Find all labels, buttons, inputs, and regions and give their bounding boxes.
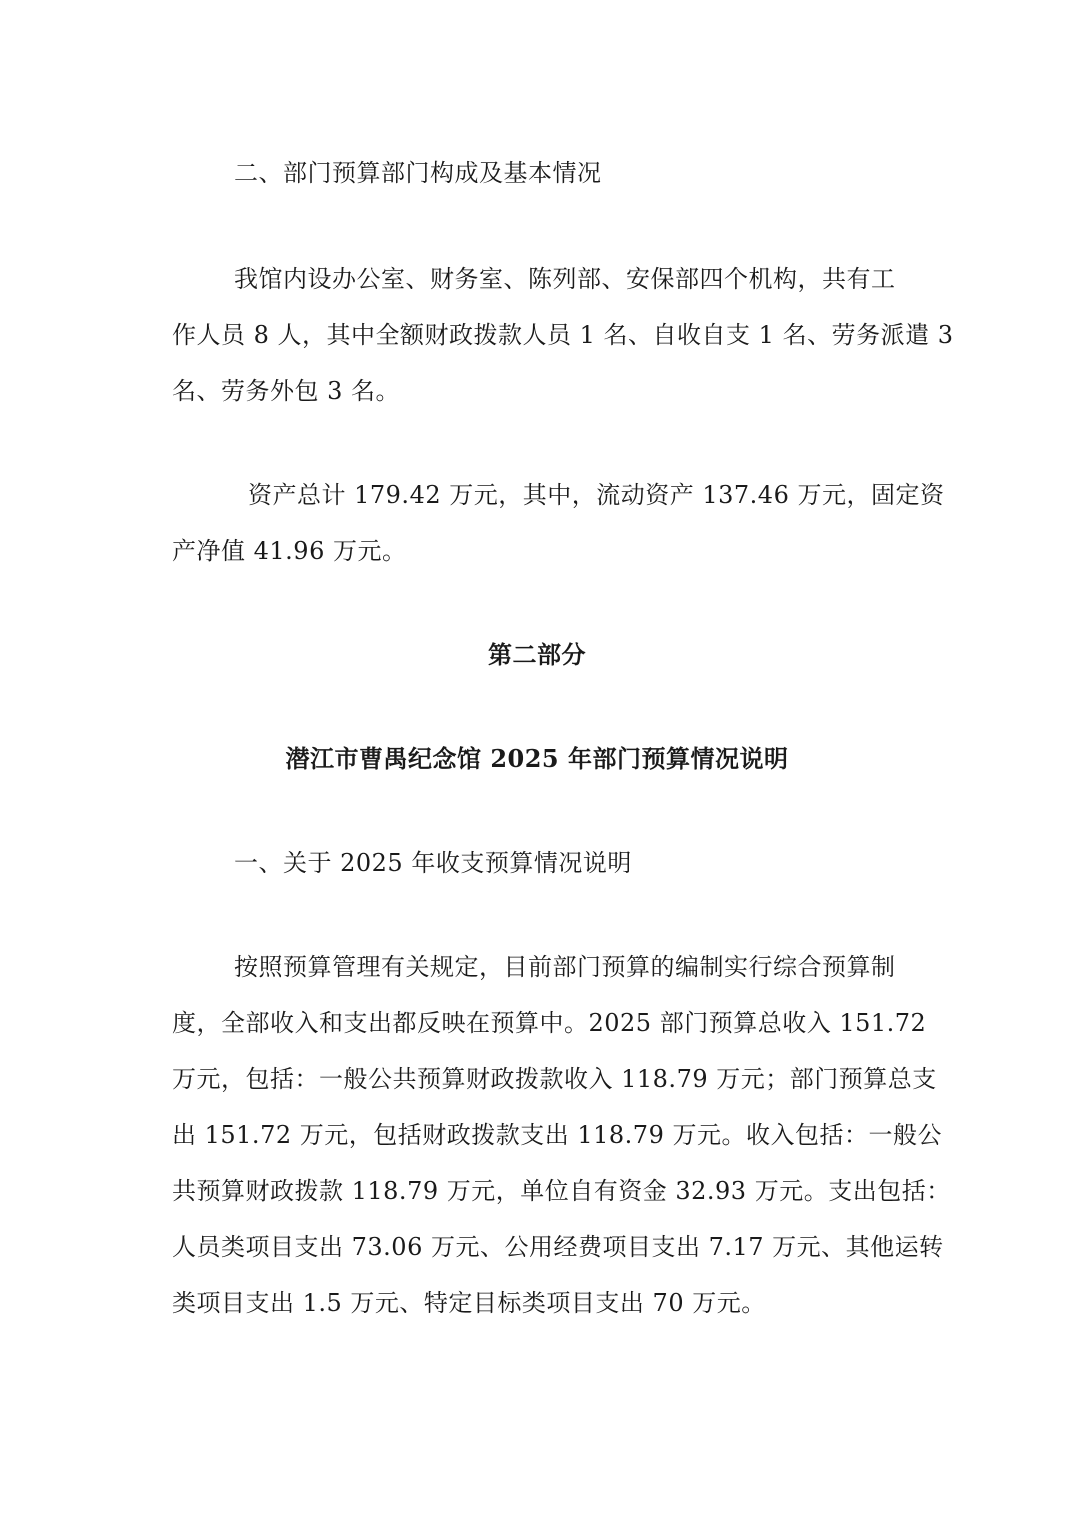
paragraph-budget-line-5: 共预算财政拨款 118.79 万元，单位自有资金 32.93 万元。支出包括：	[172, 1177, 951, 1205]
paragraph-staff-line-2: 作人员 8 人，其中全额财政拨款人员 1 名、自收自支 1 名、劳务派遣 3	[172, 321, 954, 349]
paragraph-assets-line-2: 产净值 41.96 万元。	[172, 537, 407, 565]
part-title: 第二部分	[488, 640, 586, 669]
paragraph-budget-line-7: 类项目支出 1.5 万元、特定目标类项目支出 70 万元。	[172, 1289, 766, 1317]
paragraph-assets-line-1: 资产总计 179.42 万元，其中，流动资产 137.46 万元，固定资	[248, 481, 945, 509]
paragraph-staff-line-3: 名、劳务外包 3 名。	[172, 377, 401, 405]
paragraph-budget-line-6: 人员类项目支出 73.06 万元、公用经费项目支出 7.17 万元、其他运转	[172, 1233, 944, 1261]
document-title: 潜江市曹禺纪念馆 2025 年部门预算情况说明	[285, 744, 789, 773]
paragraph-budget-line-2: 度，全部收入和支出都反映在预算中。2025 部门预算总收入 151.72	[172, 1009, 927, 1037]
paragraph-budget-line-1: 按照预算管理有关规定，目前部门预算的编制实行综合预算制	[234, 953, 896, 981]
paragraph-budget-line-4: 出 151.72 万元，包括财政拨款支出 118.79 万元。收入包括：一般公	[172, 1121, 942, 1149]
section-heading-dept-composition: 二、部门预算部门构成及基本情况	[234, 159, 602, 187]
paragraph-budget-line-3: 万元，包括：一般公共预算财政拨款收入 118.79 万元；部门预算总支	[172, 1065, 937, 1093]
paragraph-staff-line-1: 我馆内设办公室、财务室、陈列部、安保部四个机构，共有工	[234, 265, 896, 293]
sub-heading-budget: 一、关于 2025 年收支预算情况说明	[234, 849, 632, 877]
